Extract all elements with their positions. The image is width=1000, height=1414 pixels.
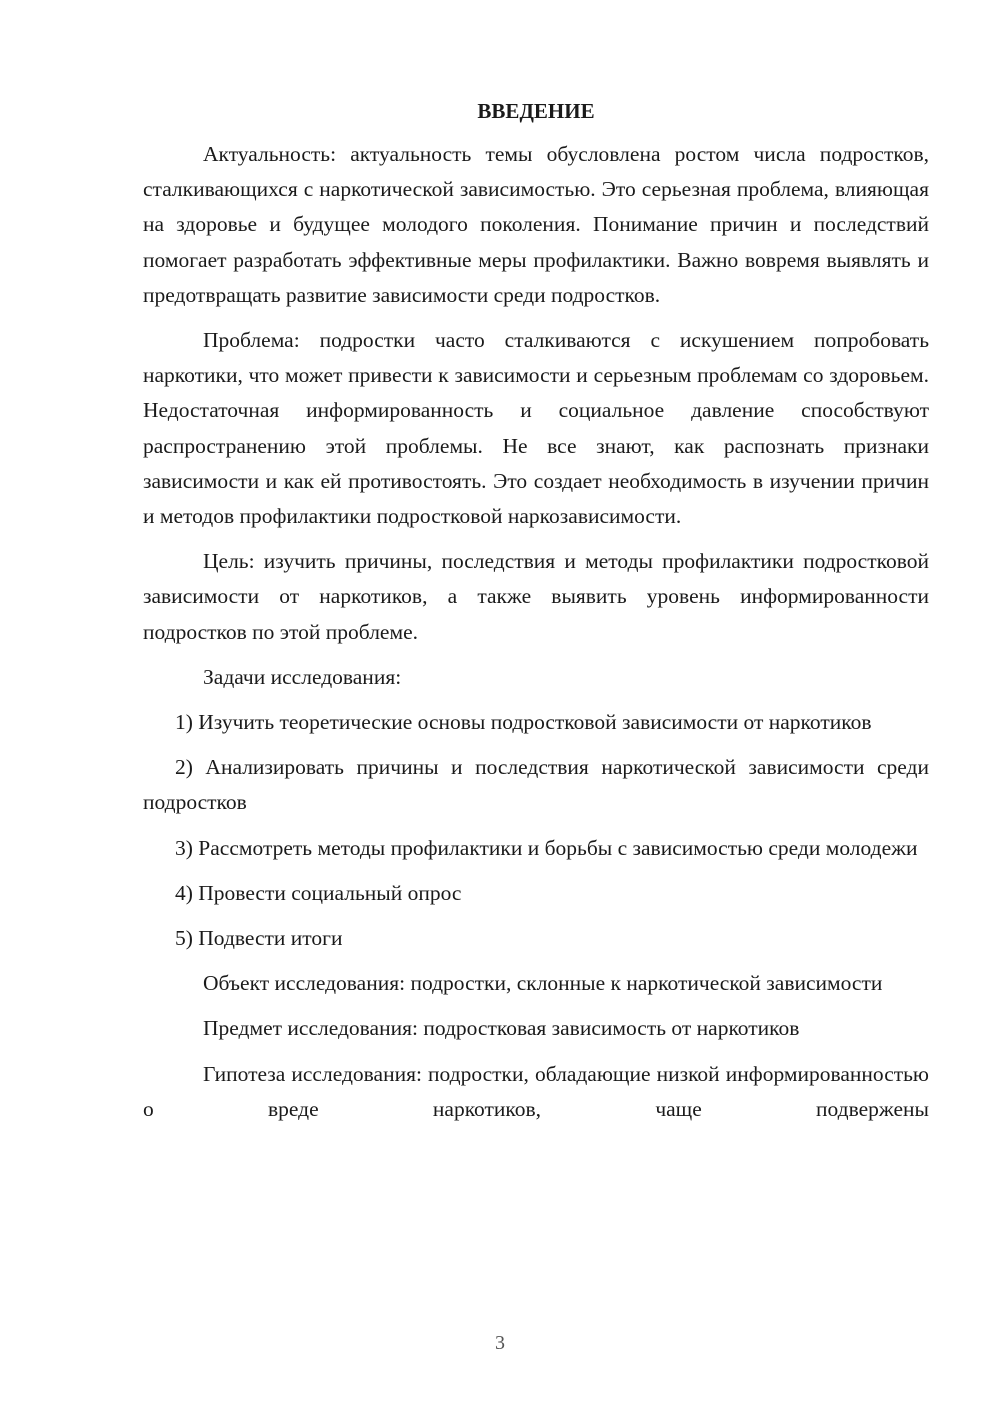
- task-item-3: 3) Рассмотреть методы профилактики и борьбы с зависимостью среди молодежи: [175, 835, 918, 860]
- document-page: [143, 92, 929, 1137]
- page-title: ВВЕДЕНИЕ: [477, 99, 595, 123]
- tasks-title: Задачи исследования:: [203, 664, 402, 689]
- goal-paragraph: Цель: изучить причины, последствия и методы профилактики подростковой зависимости от наркотиков, а также выявить уровень информированности подростков по этой проблеме.: [143, 549, 929, 644]
- problem-paragraph: Проблема: подростки часто сталкиваются с искушением попробовать наркотики, что может привести к зависимости и серьезным проблемам со здоровьем. Недостаточная информированность и социальное давление способствуют распространению этой проблемы. Не все знают, как распознать признаки зависимости и как ей противостоять. Это создает необходимость в изучении причин и методов профилактики подростковой наркозависимости.: [143, 328, 929, 529]
- task-item-2: 2) Анализировать причины и последствия наркотической зависимости среди подростков: [143, 755, 929, 815]
- hypothesis-paragraph: Гипотеза исследования: подростки, обладающие низкой информированностью о вреде наркотиков, чаще подвержены: [143, 1061, 929, 1121]
- relevance-paragraph: Актуальность: актуальность темы обусловлена ростом числа подростков, сталкивающихся с наркотической зависимостью. Это серьезная проблема, влияющая на здоровье и будущее молодого поколения. Понимание причин и последствий помогает разработать эффективные меры профилактики. Важно вовремя выявлять и предотвращать развитие зависимости среди подростков.: [143, 142, 929, 307]
- task-item-1: 1) Изучить теоретические основы подростковой зависимости от наркотиков: [175, 710, 872, 735]
- task-item-5: 5) Подвести итоги: [175, 926, 343, 951]
- object-paragraph: Объект исследования: подростки, склонные к наркотической зависимости: [203, 971, 883, 996]
- page-number: 3: [495, 1332, 505, 1354]
- subject-paragraph: Предмет исследования: подростковая зависимость от наркотиков: [203, 1016, 800, 1041]
- task-item-4: 4) Провести социальный опрос: [175, 880, 462, 905]
